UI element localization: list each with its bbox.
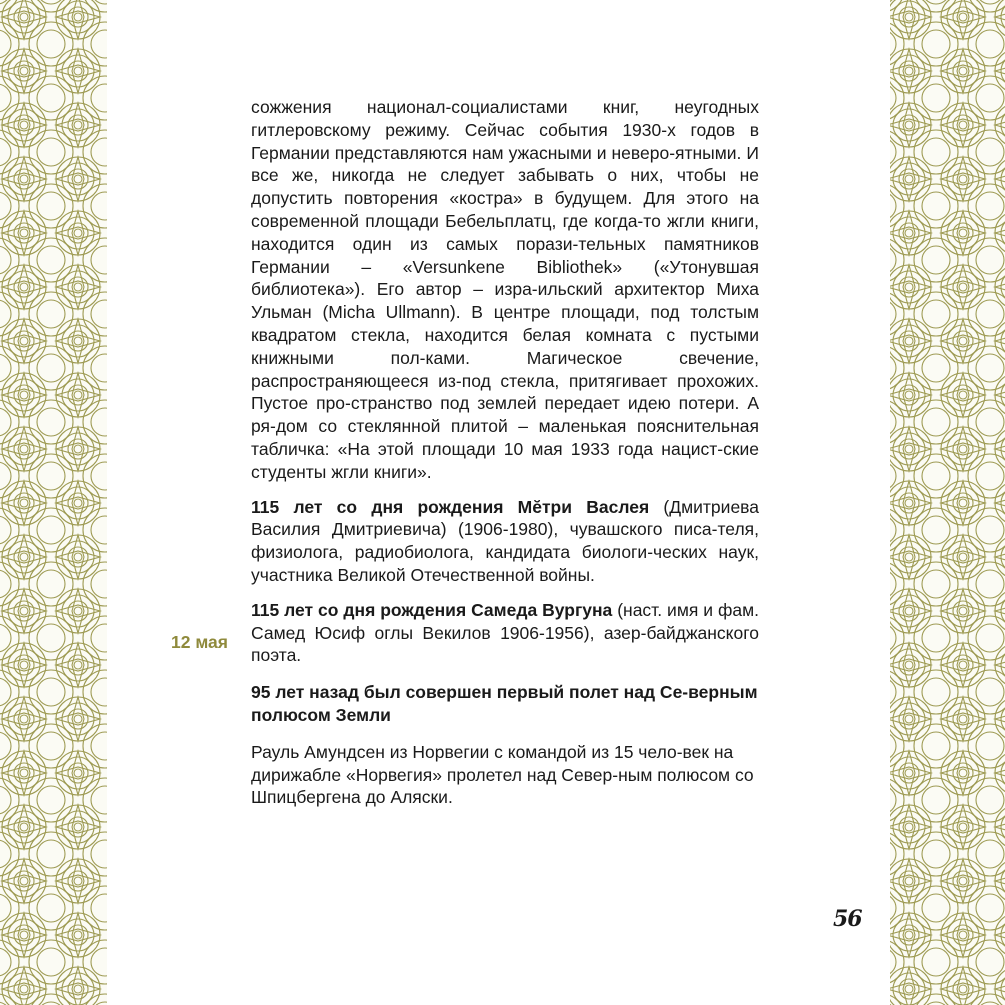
entry-paragraph-3: Рауль Амундсен из Норвегии с командой из 15 чело-век на дирижабле «Норвегия» пролетел над Север-ным полюсом со Шпицбергена до Аляски. — [251, 741, 754, 808]
ornament-pattern-icon — [0, 0, 107, 1005]
page-number: 56 — [833, 906, 862, 932]
entry-heading-3: 95 лет назад был совершен первый полет над Се-верным полюсом Земли — [251, 682, 758, 725]
entry-text-2: (наст. имя и фам. Самед Юсиф оглы Векилов 1906-1956), азер-байджанского поэта. — [251, 599, 759, 666]
entry-text-1: (Дмитриева Василия Дмитриевича) (1906-1980), чувашского писа-теля, физиолога, радиобиолога, кандидата биологи-ческих наук, участника Великой Отечественной войны. — [251, 496, 760, 585]
intro-paragraph: сожжения национал-социалистами книг, неугодных гитлеровскому режиму. Сейчас события 1930-х годов в Германии представляются нам ужасными и неверо-ятными. И все же, никогда не следует забывать о них, чтобы не допустить повторения «костра» в будущем. Для этого на современной площади Бебельплатц, где когда-то жгли книги, находится один из самых порази-тельных памятников Германии – «Versunkene Bibliothek» («Утонувшая библиотека»). Его автор – изра-ильский архитектор Миха Ульман (Micha Ullmann). В центре площади, под толстым квадратом стекла, находится белая комната с пустыми книжными пол-ками. Магическое свечение, распространяющееся из-под стекла, притягивает прохожих. Пустое про-странство под землей передает идею потери. А ря-дом со стеклянной плитой – маленькая пояснительная табличка: «На этой площади 10 мая 1933 года нацист-ские студенты жгли книги». — [251, 97, 759, 482]
right-ornament-border — [890, 0, 1005, 1005]
entry-paragraph-1 — [251, 496, 759, 587]
left-ornament-border — [0, 0, 107, 1005]
ornament-pattern-icon — [890, 0, 1005, 1005]
entry-title-2: 115 лет со дня рождения Самеда Вургуна — [251, 599, 613, 620]
date-label: 12 мая — [171, 632, 228, 652]
entry-title-1: 115 лет со дня рождения Мĕтри Васлея — [251, 496, 650, 517]
article-body — [251, 96, 759, 809]
entry-paragraph-2 — [251, 599, 759, 667]
